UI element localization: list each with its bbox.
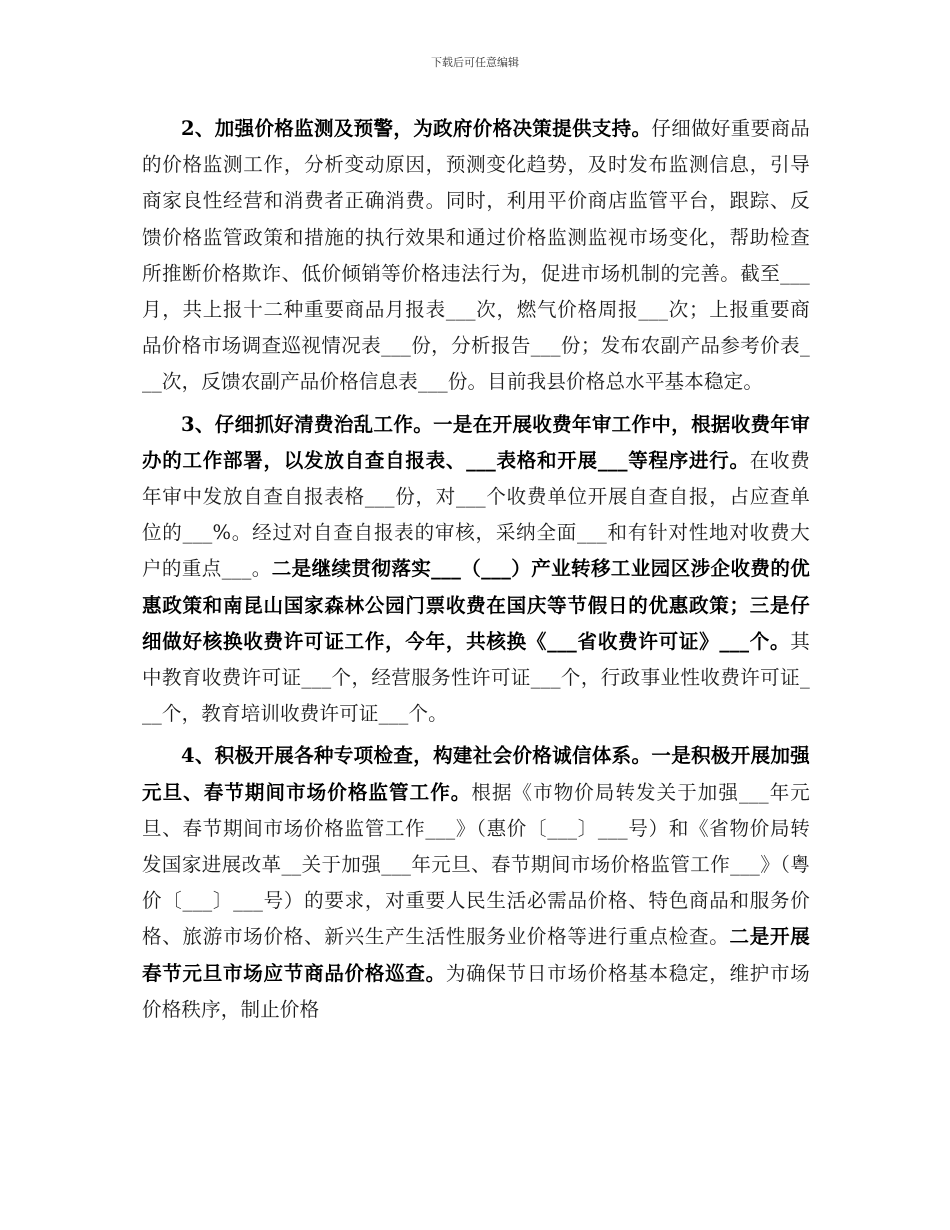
heading-fee-control: 3、仔细抓好清费治乱工作。一是在开展收费年审工作中，根据收费年审办的工作部署，以发放自查自报表、___表格和开展___等程序进行。 bbox=[142, 412, 810, 472]
paragraph-price-monitoring bbox=[142, 111, 810, 401]
document-body bbox=[142, 111, 810, 1034]
bold-text: 二是开展春节元旦市场应节商品价格巡查。 bbox=[142, 925, 810, 985]
bold-text: 二是继续贯彻落实___（___）产业转移工业园区涉企收费的优惠政策和南昆山国家森林公园门票收费在国庆等节假日的优惠政策；三是仔细做好核换收费许可证工作，今年，共核换《___省收费许可证》___个。 bbox=[142, 557, 810, 653]
body-text: 根据《市物价局转发关于加强___年元旦、春节期间市场价格监管工作___》（惠价〔___〕___号）和《省物价局转发国家进展改革__关于加强___年元旦、春节期间市场价格监管工作___》（粤价〔___〕___号）的要求，对重要人民生活必需品价格、特色商品和服务价格、旅游市场价格、新兴生产生活性服务业价格等进行重点检查。 bbox=[142, 780, 811, 949]
paragraph-special-inspection bbox=[142, 738, 810, 1028]
body-text: 其中教育收费许可证___个，经营服务性许可证___个，行政事业性收费许可证___个，教育培训收费许可证___个。 bbox=[142, 629, 810, 726]
heading-special-inspection: 4、积极开展各种专项检查，构建社会价格诚信体系。一是积极开展加强元旦、春节期间市场价格监管工作。 bbox=[142, 744, 810, 804]
page-header: 下载后可任意编辑 bbox=[431, 56, 519, 69]
paragraph-fee-control bbox=[142, 407, 810, 733]
body-text: 为确保节日市场价格基本稳定，维护市场价格秩序，制止价格 bbox=[142, 961, 810, 1021]
body-text: 仔细做好重要商品的价格监测工作，分析变动原因，预测变化趋势，及时发布监测信息，引导商家良性经营和消费者正确消费。同时，利用平价商店监管平台，跟踪、反馈价格监管政策和措施的执行效果和通过价格监测监视市场变化，帮助检查所推断价格欺诈、低价倾销等价格违法行为，促进市场机制的完善。截至___月，共上报十二种重要商品月报表___次，燃气价格周报___次；上报重要商品价格市场调查巡视情况表___份，分析报告___份；发布农副产品参考价表___次，反馈农副产品价格信息表___份。目前我县价格总水平基本稳定。 bbox=[142, 117, 810, 394]
body-text: 在收费年审中发放自查自报表格___份，对___个收费单位开展自查自报，占应查单位的___%。经过对自查自报表的审核，采纳全面___和有针对性地对收费大户的重点___。 bbox=[142, 448, 810, 581]
heading-price-monitoring: 2、加强价格监测及预警，为政府价格决策提供支持。 bbox=[181, 117, 652, 140]
